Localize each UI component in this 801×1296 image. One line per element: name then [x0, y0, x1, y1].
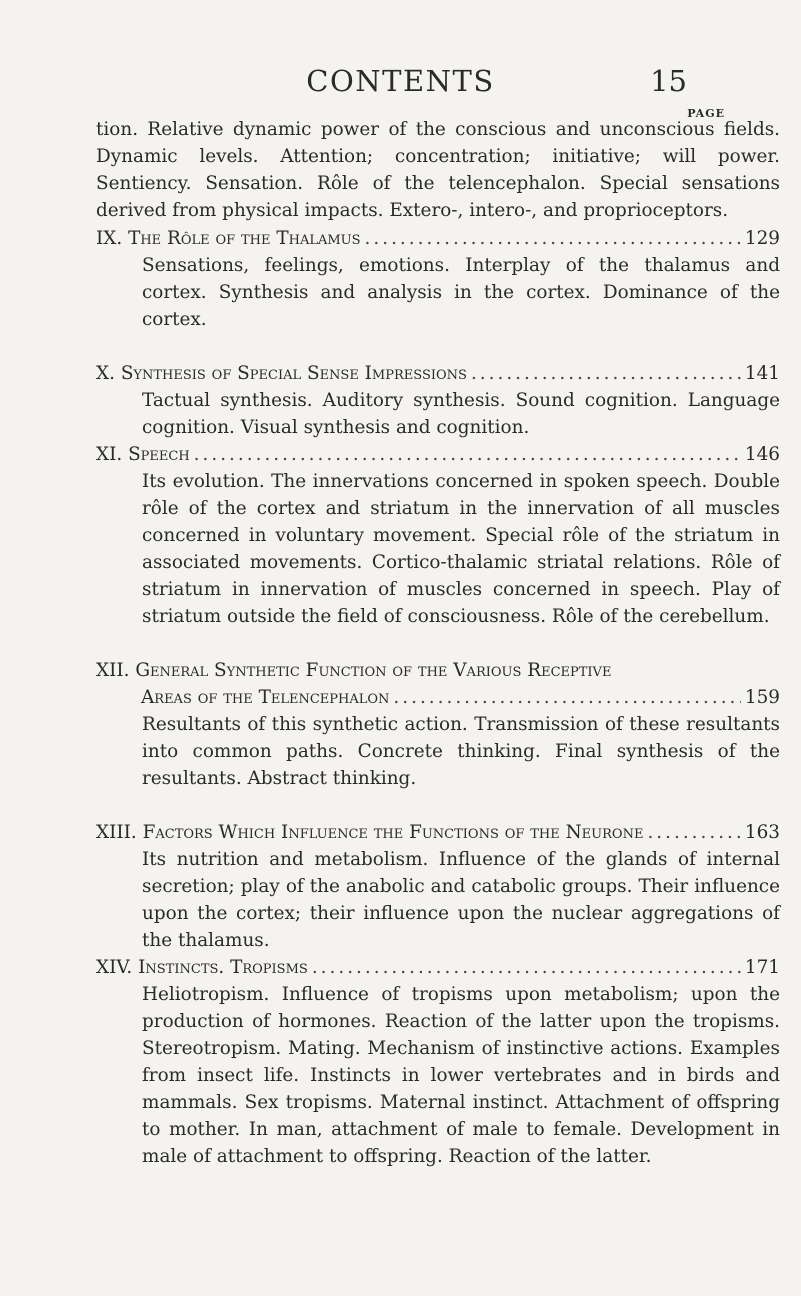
chapter-description: Resultants of this synthetic action. Transmission of these resultants into common paths. Concrete thinking. Final synthesis of the resultants. Abstract thinking. [142, 714, 780, 789]
toc-entry-ix [96, 225, 780, 333]
chapter-description: Its evolution. The innervations concerned in spoken speech. Double rôle of the cortex and striatum in the innervation of all muscles concerned in voluntary movement. Special rôle of the striatum in associated movements. Cortico-thalamic striatal relations. Rôle of striatum in innervation of muscles concerned in speech. Play of striatum outside the field of consciousness. Rôle of the cerebellum. [142, 471, 780, 627]
chapter-numeral: IX. [96, 228, 123, 249]
entry-heading-continued [96, 684, 780, 711]
entry-title-line [96, 225, 361, 252]
continuation-text: tion. Relative dynamic power of the conscious and unconscious fields. Dynamic levels. Attention; concentration; initiative; will power. Sentiency. Sensation. Rôle of the telencephalon. Special sensations derived from physical impacts. Extero-, intero-, and proprioceptors. [96, 119, 780, 221]
running-title: CONTENTS [306, 64, 495, 98]
chapter-description: Heliotropism. Influence of tropisms upon metabolism; upon the production of hormones. Reaction of the latter upon the tropisms. Stereotropism. Mating. Mechanism of instinctive actions. Examples from insect life. Instincts in lower vertebrates and in birds and mammals. Sex tropisms. Maternal instinct. Attachment of offspring to mother. In man, attachment of male to female. Development in male of attachment to offspring. Reaction of the latter. [142, 984, 780, 1167]
chapter-title: The Rôle of the Thalamus [128, 228, 361, 249]
chapter-page: 129 [744, 228, 780, 249]
entry-heading [96, 819, 780, 846]
entry-heading [96, 360, 780, 387]
entry-title-line [96, 360, 467, 387]
chapter-title: Factors Which Influence the Functions of the Neurone [142, 822, 644, 843]
page-number: 15 [650, 64, 687, 98]
chapter-numeral: XIII. [96, 822, 137, 843]
toc-entry-xi [96, 441, 780, 630]
chapter-page: 163 [744, 822, 780, 843]
chapter-description: Sensations, feelings, emotions. Interplay of the thalamus and cortex. Synthesis and analysis in the cortex. Dominance of the cortex. [142, 255, 780, 330]
chapter-description: Tactual synthesis. Auditory synthesis. Sound cognition. Language cognition. Visual synthesis and cognition. [142, 390, 780, 438]
page-column-label: PAGE [687, 107, 725, 120]
chapter-title: Speech [128, 444, 190, 465]
chapter-title-continued: Areas of the Telencephalon [141, 687, 390, 708]
entry-title-line [96, 441, 190, 468]
dot-leader [393, 684, 740, 711]
chapter-numeral: XII. [96, 660, 130, 681]
entry-heading [96, 225, 780, 252]
chapter-title: Instincts. Tropisms [138, 957, 308, 978]
dot-leader [471, 360, 741, 387]
running-head [0, 64, 801, 104]
toc-entry-xii [96, 657, 780, 792]
continuation-paragraph [96, 116, 780, 224]
dot-leader [312, 954, 741, 981]
dot-leader [194, 441, 741, 468]
chapter-title: General Synthetic Function of the Various Receptive [135, 660, 612, 681]
chapter-title: Synthesis of Special Sense Impressions [120, 363, 467, 384]
chapter-page: 159 [744, 687, 780, 708]
entry-title-line [96, 657, 611, 684]
chapter-numeral: XIV. [96, 957, 133, 978]
chapter-page: 171 [744, 957, 780, 978]
entry-title-line [96, 819, 643, 846]
toc-entry-x [96, 360, 780, 441]
chapter-page: 141 [744, 363, 780, 384]
chapter-numeral: X. [96, 363, 115, 384]
entry-heading [96, 441, 780, 468]
chapter-numeral: XI. [96, 444, 123, 465]
toc-entry-xiii [96, 819, 780, 954]
entry-heading [96, 954, 780, 981]
chapter-description: Its nutrition and metabolism. Influence of the glands of internal secretion; play of the anabolic and catabolic groups. Their influence upon the cortex; their influence upon the nuclear aggregations of the thalamus. [142, 849, 780, 951]
dot-leader [365, 225, 741, 252]
entry-heading [96, 657, 780, 684]
dot-leader [647, 819, 740, 846]
toc-entry-xiv [96, 954, 780, 1170]
entry-title-line [96, 954, 308, 981]
chapter-page: 146 [744, 444, 780, 465]
